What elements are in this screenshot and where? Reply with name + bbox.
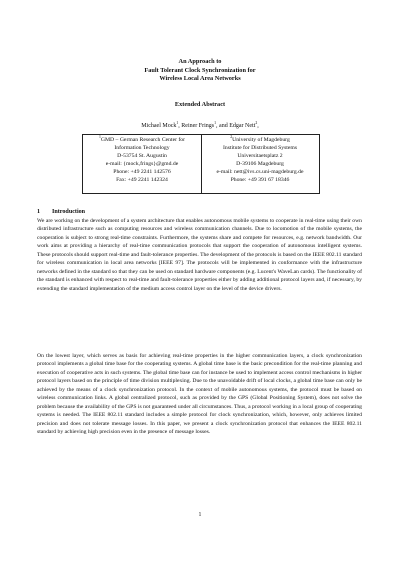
section-title: Introduction [52, 209, 86, 215]
title-line-1: An Approach to [178, 58, 222, 65]
affiliation-gmd-email: e-mail: {mock,frings}@gmd.de [105, 160, 179, 167]
section-heading [37, 209, 85, 215]
author-2-affiliation-mark: 1 [214, 121, 217, 125]
affiliation-magdeburg-email: e-mail: nett@ivs.cs.uni-magdeburg.de [216, 168, 304, 175]
affiliation-gmd-mark: 1 [98, 134, 101, 139]
affiliation-gmd-phone: Phone: +49 2241 142576 [113, 168, 171, 175]
affiliation-magdeburg-institute: Institute for Distributed Systems [222, 144, 298, 151]
affiliation-gmd-fax: Fax: +49 2241 142324 [116, 176, 168, 183]
affiliation-magdeburg-street: Universitaetsplatz 2 [237, 152, 283, 159]
author-line [0, 123, 400, 129]
affiliation-magdeburg-name: $^2$University of Magdeburg [230, 134, 290, 143]
paper-title [0, 58, 400, 84]
author-2: , Reiner Frings [178, 123, 215, 129]
affiliation-magdeburg-city: D-39106 Magdeburg [236, 160, 284, 167]
affiliation-magdeburg [201, 135, 319, 194]
paper-subtitle: Extended Abstract [174, 101, 226, 108]
page-number: 1 [198, 512, 202, 518]
title-line-3: Wireless Local Area Networks [159, 75, 241, 83]
affiliation-gmd-line-2: Information Technology [114, 144, 170, 151]
author-1-affiliation-mark: 1 [176, 121, 179, 125]
affiliation-magdeburg-phone: Phone: +49 391 67 18346 [230, 176, 290, 183]
affiliation-table [82, 134, 320, 194]
affiliation-gmd-name: $^1$GMD – German Research Center for [98, 134, 186, 143]
paragraph-1: We are working on the development of a system architecture that enables autonomous mobile systems to cooperate in real-time using their own distributed infrastructure such as computing resources and wireless communication channels. Due to locomotion of the mobile systems, the cooperation is subject to strong real-time constraints. Furthermore, the systems share and compete for resources, e.g. network bandwidth. Our work aims at providing a hierarchy of real-time communication protocols that support the cooperation of autonomous intelligent systems. These protocols should support real-time and fault-tolerance properties. The development of the protocols is based on the IEEE 802.11 standard for wireless communication in local area networks [IEEE 97]. The protocols will be implemented in conformance with the infrastructure networks defined in the standard so that they can be used on standard hardware components (e.g. Lucent's WaveLan cards). The functionality of the standard is enhanced with respect to real-time and fault-tolerance properties either by adding additional protocol layers and, if necessary, by extending the standard implementation of the medium access control layer on the level of the device drivers. [37, 218, 362, 292]
affiliation-gmd [83, 135, 202, 194]
author-3-affiliation-mark: 2 [255, 121, 258, 125]
affiliation-gmd-address: D-53754 St. Augustin [117, 152, 167, 159]
affiliation-magdeburg-mark: 2 [230, 134, 233, 139]
title-line-2: Fault Tolerant Clock Synchronization for [144, 66, 256, 74]
author-3: , and Edgar Nett [216, 123, 256, 129]
section-number: 1 [37, 209, 41, 215]
author-1: Michael Mock [141, 123, 177, 129]
paragraph-2: On the lowest layer, which serves as basis for achieving real-time properties in the higher communication layers, a clock synchronization protocol implements a global time base for the cooperating systems. A global time base is the basic precondition for the real-time planning and execution of cooperative acts in such systems. The global time base can for instance be used to implement access control mechanisms in higher protocol layers based on the principle of time division multiplexing. Due to the unavoidable drift of local clocks, a global time base can only be achieved by the means of a clock synchronization protocol. In the context of mobile autonomous systems, the protocol must be based on wireless communication links. A global centralized protocol, such as provided by the GPS (Global Positioning System), does not solve the problem because the availability of the GPS is not guaranteed under all circumstances. Thus, a protocol working in a local group of cooperating systems is needed. The IEEE 802.11 standard includes a simple protocol for clock synchronization, which, however, only achieves limited precision and does not tolerate message losses. In this paper, we present a clock synchronization protocol that enhances the IEEE 802.11 standard by achieving high precision even in the presence of message losses. [37, 353, 362, 436]
author-line-trailing-comma: , [257, 123, 259, 129]
